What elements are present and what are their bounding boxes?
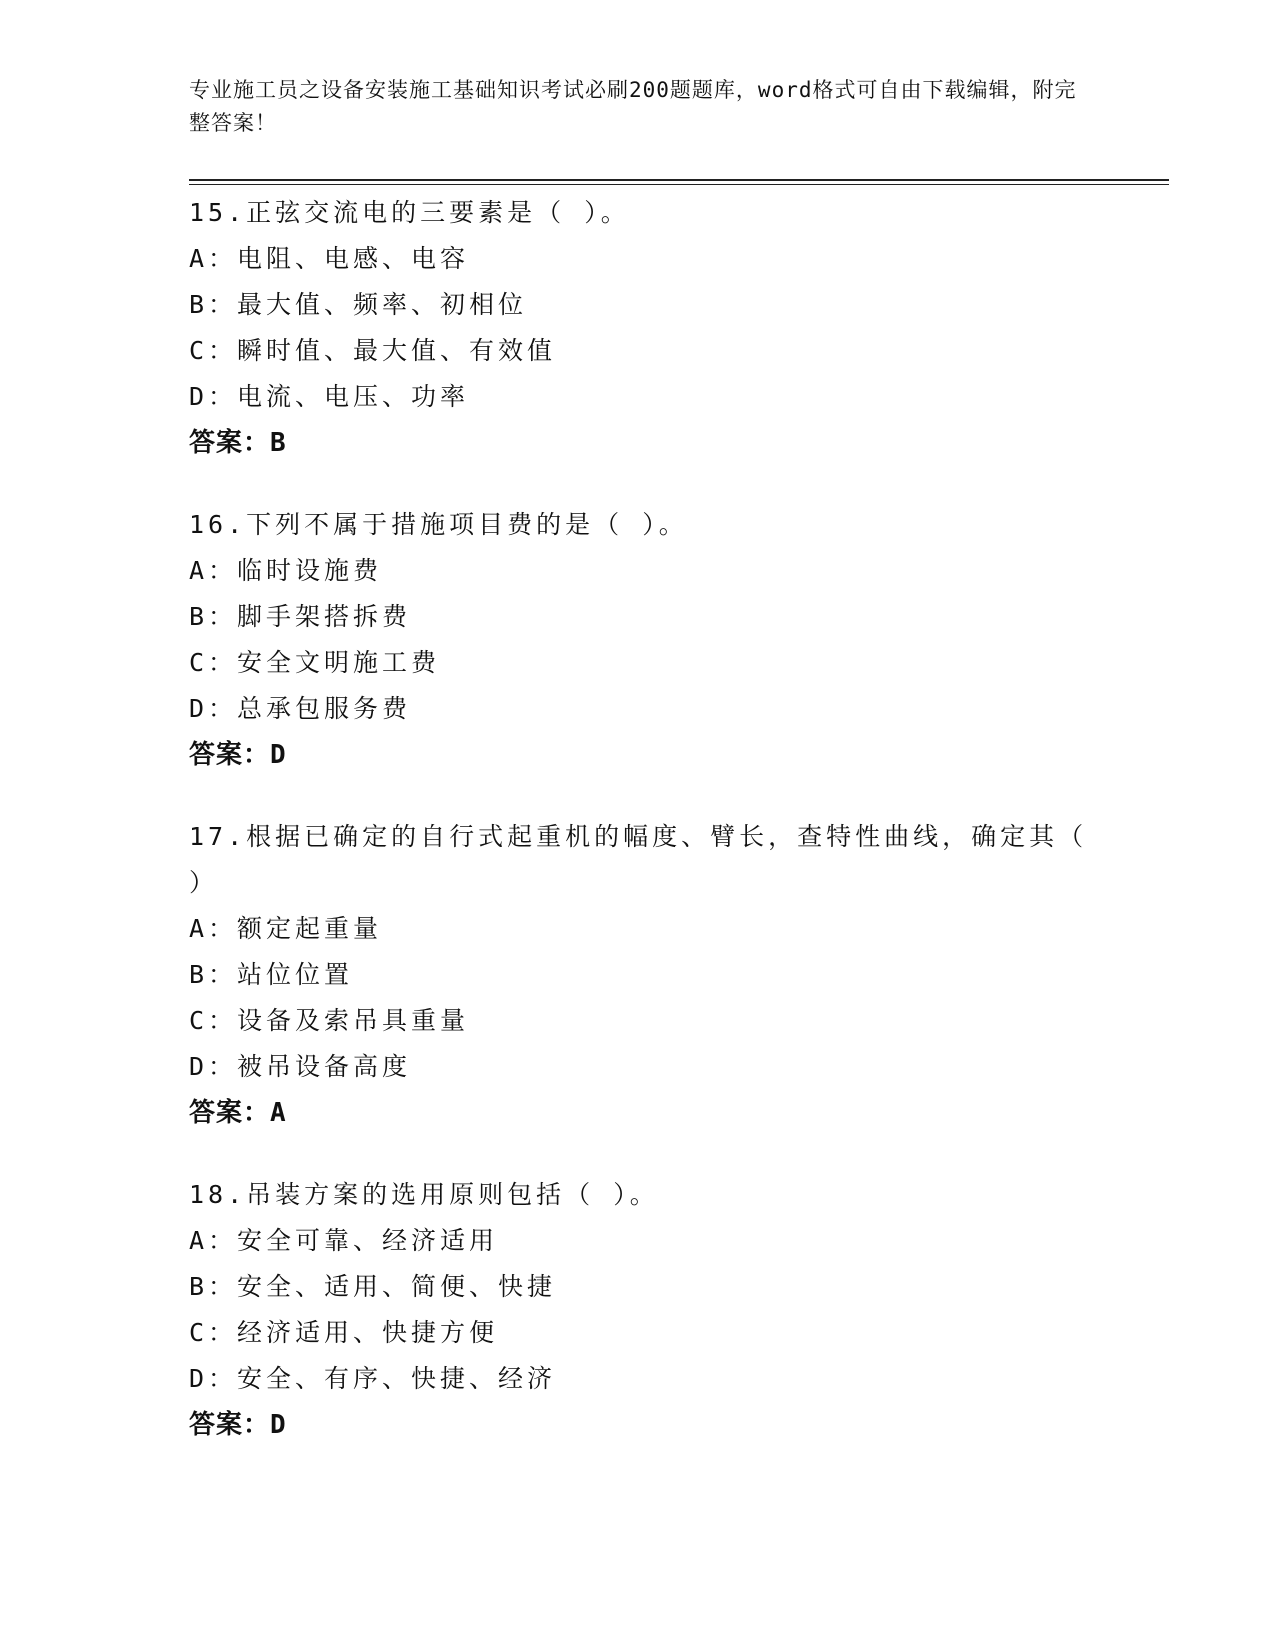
option-d: D：安全、有序、快捷、经济 xyxy=(189,1364,557,1393)
option-b: B：站位位置 xyxy=(189,960,354,989)
answer-line: 答案：A xyxy=(189,1098,287,1128)
option-d: D：总承包服务费 xyxy=(189,694,412,723)
option-a: A：临时设施费 xyxy=(189,556,383,585)
question-17 xyxy=(189,814,1189,1136)
header-rule-thin xyxy=(189,184,1169,185)
question-stem: 18.吊装方案的选用原则包括（ ）。 xyxy=(189,1180,659,1209)
option-c: C：瞬时值、最大值、有效值 xyxy=(189,336,557,365)
question-stem: 17.根据已确定的自行式起重机的幅度、臂长，查特性曲线，确定其（ ） xyxy=(189,822,1088,897)
option-b: B：安全、适用、简便、快捷 xyxy=(189,1272,557,1301)
option-d: D：被吊设备高度 xyxy=(189,1052,412,1081)
answer-line: 答案：B xyxy=(189,428,287,458)
question-16 xyxy=(189,502,1189,778)
answer-line: 答案：D xyxy=(189,1410,287,1440)
question-18 xyxy=(189,1172,1189,1448)
option-c: C：安全文明施工费 xyxy=(189,648,441,677)
header-rule-thick xyxy=(189,179,1169,181)
option-c: C：经济适用、快捷方便 xyxy=(189,1318,499,1347)
option-b: B：脚手架搭拆费 xyxy=(189,602,412,631)
option-d: D：电流、电压、功率 xyxy=(189,382,470,411)
answer-line: 答案：D xyxy=(189,740,287,770)
question-list xyxy=(189,190,1189,1484)
question-stem: 16.下列不属于措施项目费的是（ ）。 xyxy=(189,510,688,539)
option-a: A：额定起重量 xyxy=(189,914,383,943)
question-15 xyxy=(189,190,1189,466)
option-c: C：设备及索吊具重量 xyxy=(189,1006,470,1035)
option-a: A：安全可靠、经济适用 xyxy=(189,1226,499,1255)
question-stem: 15.正弦交流电的三要素是（ ）。 xyxy=(189,198,630,227)
option-a: A：电阻、电感、电容 xyxy=(189,244,470,273)
document-header: 专业施工员之设备安装施工基础知识考试必刷200题题库，word格式可自由下载编辑，附完整答案！ xyxy=(189,78,1077,135)
option-b: B：最大值、频率、初相位 xyxy=(189,290,528,319)
